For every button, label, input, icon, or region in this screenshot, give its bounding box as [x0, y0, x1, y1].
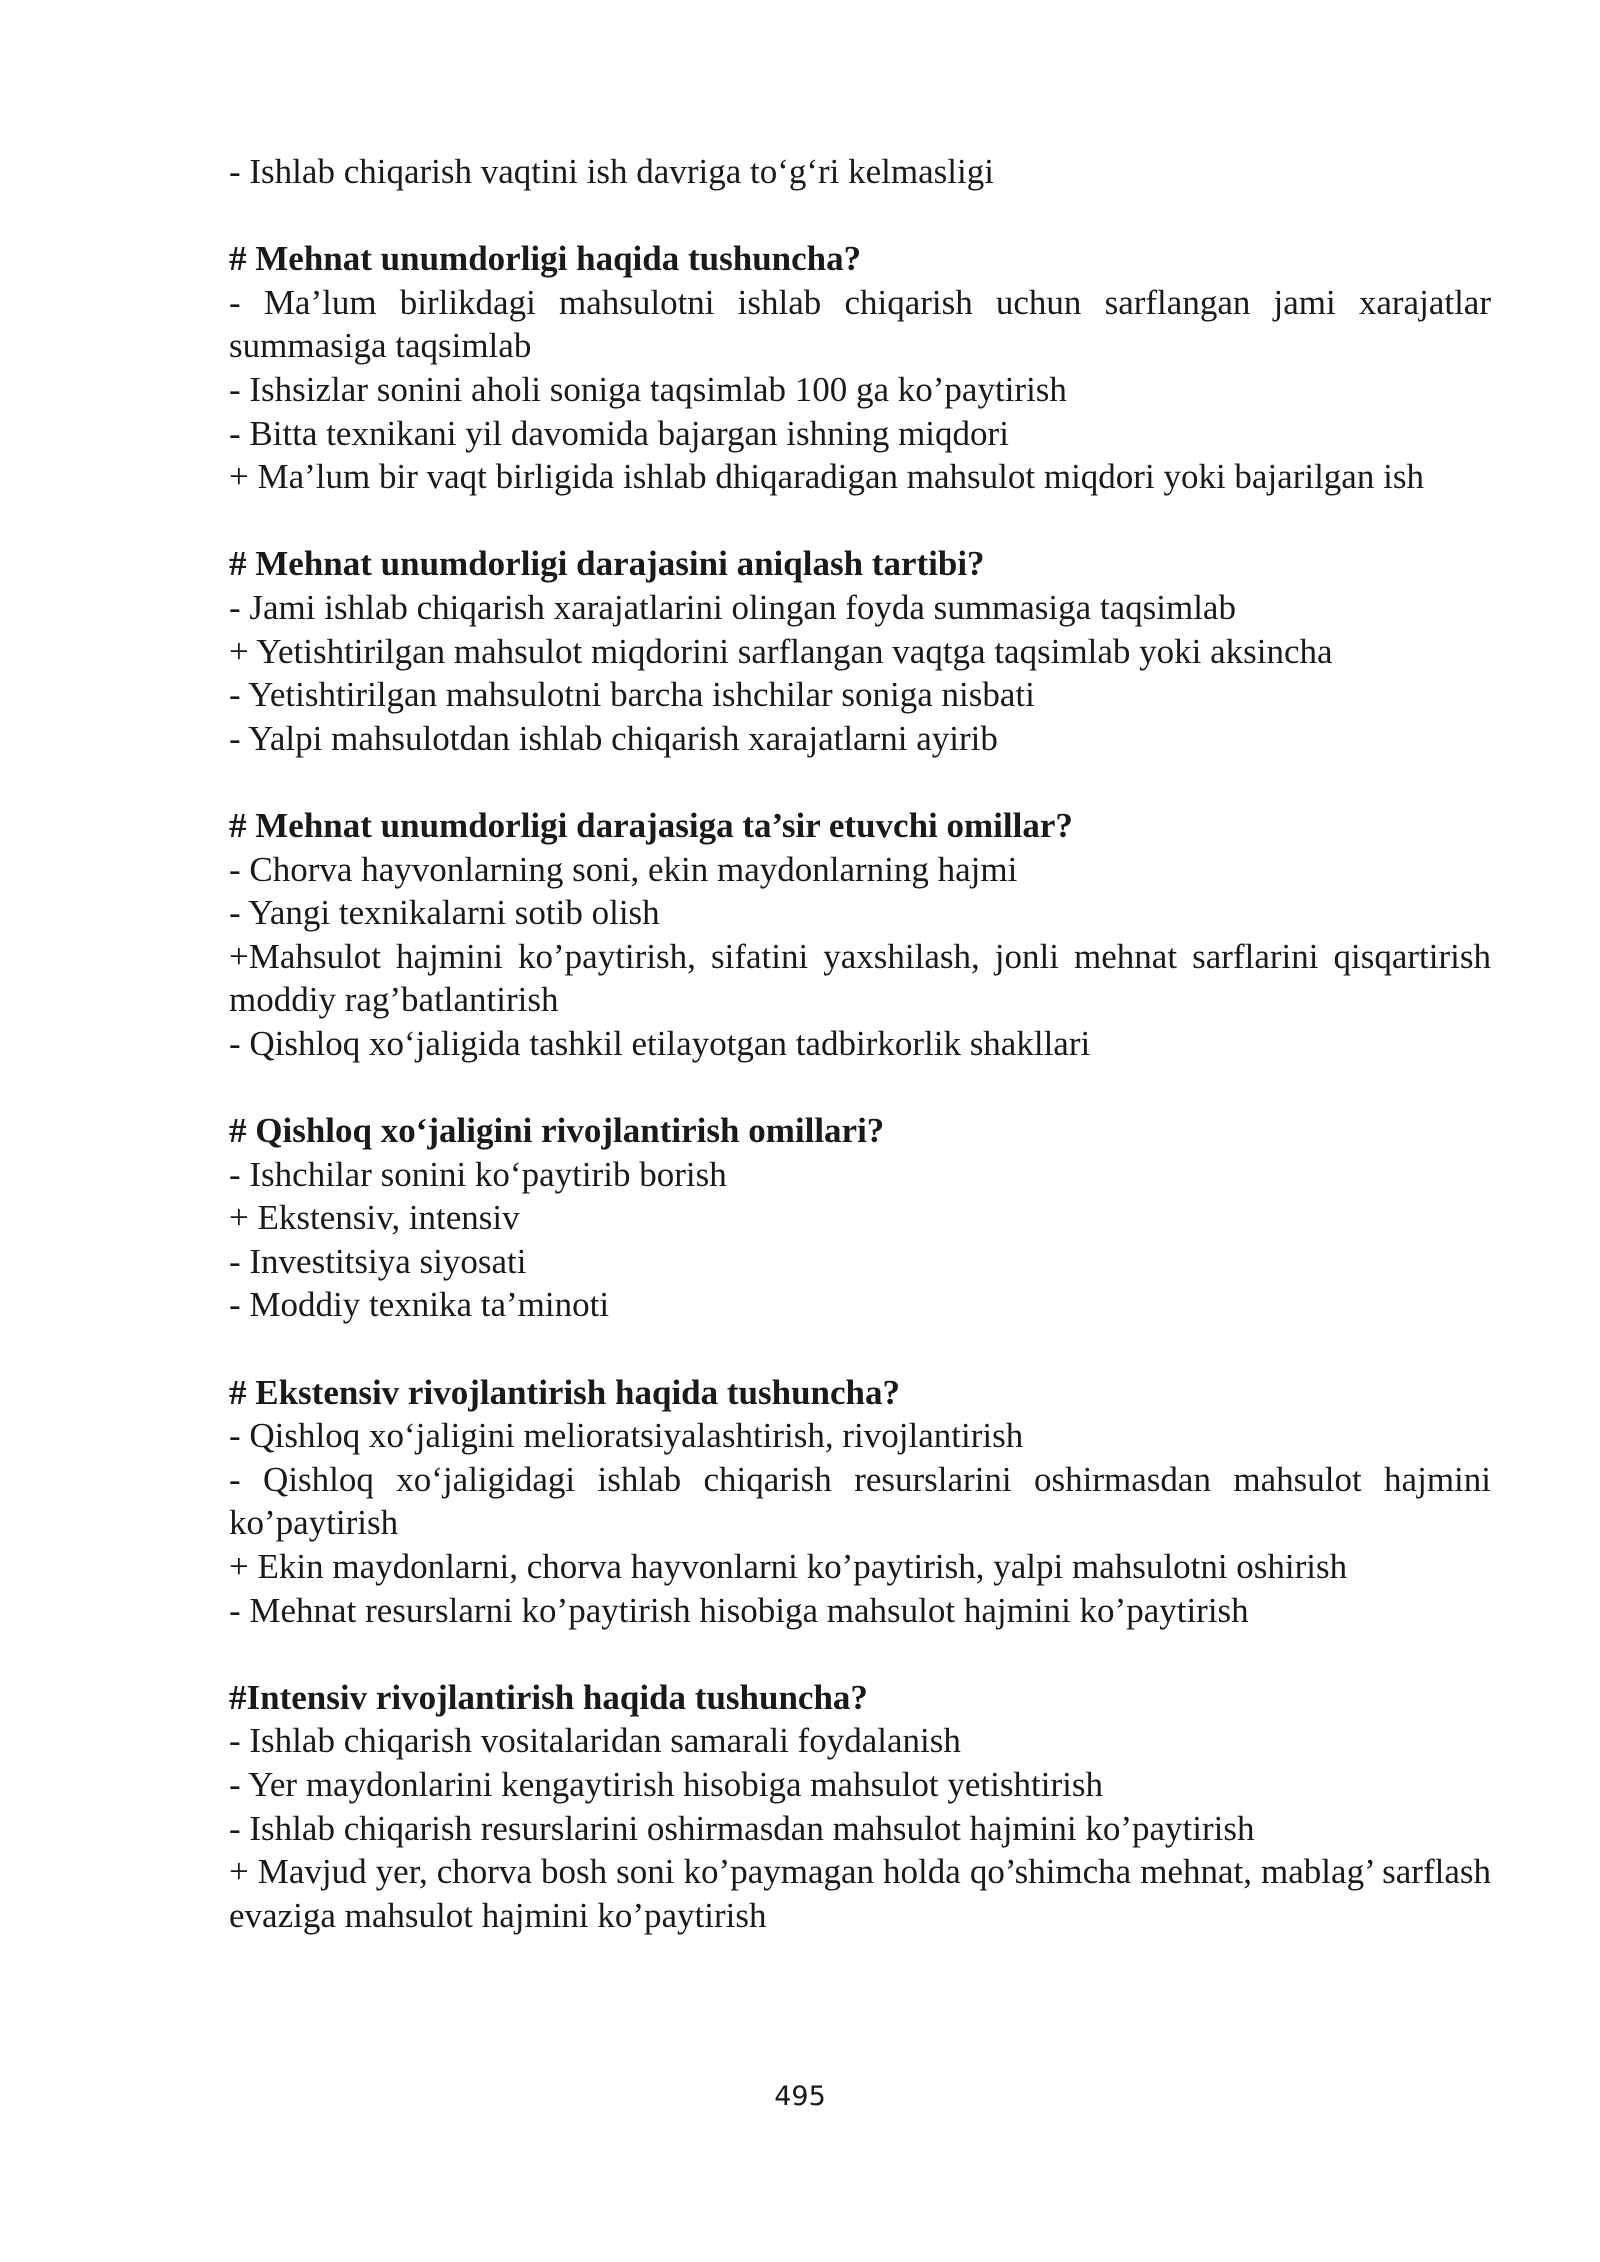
- answer-option: - Yangi texnikalarni sotib olish: [229, 893, 660, 933]
- answer-option: - Qishloq xo‘jaligida tashkil etilayotgan tadbirkorlik shakllari: [229, 1023, 1091, 1063]
- correct-answer-option: +Mahsulot hajmini ko’paytirish, sifatini yaxshilash, jonli mehnat sarflarini qisqartirish moddiy rag’batlantirish: [229, 936, 1491, 1020]
- correct-answer-option: + Ekin maydonlarni, chorva hayvonlarni ko’paytirish, yalpi mahsulotni oshirish: [229, 1547, 1348, 1586]
- answer-option: - Yetishtirilgan mahsulotni barcha ishchilar soniga nisbati: [229, 675, 1035, 715]
- answer-option: - Chorva hayvonlarning soni, ekin maydonlarning hajmi: [229, 849, 1018, 889]
- spacer: [229, 1327, 1491, 1371]
- spacer: [229, 1065, 1491, 1109]
- answer-option: - Ishlab chiqarish vositalaridan samarali foydalanish: [229, 1721, 961, 1761]
- answer-option: - Ishlab chiqarish resurslarini oshirmasdan mahsulot hajmini ko’paytirish: [229, 1808, 1255, 1848]
- spacer: [229, 194, 1491, 238]
- answer-option: - Yalpi mahsulotdan ishlab chiqarish xarajatlarni ayirib: [229, 718, 998, 758]
- question-title: # Mehnat unumdorligi darajasini aniqlash tartibi?: [229, 544, 985, 584]
- question-title: #Intensiv rivojlantirish haqida tushuncha?: [229, 1677, 868, 1717]
- question-title: # Ekstensiv rivojlantirish haqida tushuncha?: [229, 1372, 901, 1412]
- answer-option: - Bitta texnikani yil davomida bajargan ishning miqdori: [229, 413, 1009, 453]
- answer-option: - Qishloq xo‘jaligini melioratsiyalashtirish, rivojlantirish: [229, 1416, 1024, 1456]
- answer-option: - Ishsizlar sonini aholi soniga taqsimlab 100 ga ko’paytirish: [229, 369, 1067, 409]
- question-title: # Mehnat unumdorligi darajasiga ta’sir etuvchi omillar?: [229, 805, 1073, 845]
- question-block-1: [229, 237, 1491, 499]
- answer-option: - Ishchilar sonini ko‘paytirib borish: [229, 1154, 727, 1194]
- question-block-6: [229, 1676, 1491, 1938]
- answer-option: - Qishloq xo‘jaligidagi ishlab chiqarish resurslarini oshirmasdan mahsulot hajmini ko’paytirish: [229, 1459, 1491, 1543]
- correct-answer-option: + Yetishtirilgan mahsulot miqdorini sarflangan vaqtga taqsimlab yoki aksincha: [229, 631, 1333, 671]
- question-title: # Mehnat unumdorligi haqida tushuncha?: [229, 239, 862, 279]
- question-block-4: [229, 1109, 1491, 1327]
- document-page: [229, 150, 1491, 1937]
- question-block-2: [229, 542, 1491, 760]
- correct-answer-option: + Ekstensiv, intensiv: [229, 1198, 520, 1238]
- answer-option: - Ma’lum birlikdagi mahsulotni ishlab chiqarish uchun sarflangan jami xarajatlar summasiga taqsimlab: [229, 282, 1491, 366]
- spacer: [229, 760, 1491, 804]
- answer-option: - Moddiy texnika ta’minoti: [229, 1285, 610, 1325]
- question-title: # Qishloq xo‘jaligini rivojlantirish omillari?: [229, 1111, 885, 1151]
- correct-answer-option: + Ma’lum bir vaqt birligida ishlab dhiqaradigan mahsulot miqdori yoki bajarilgan ish: [229, 457, 1424, 497]
- continued-option: - Ishlab chiqarish vaqtini ish davriga to‘g‘ri kelmasligi: [229, 152, 994, 191]
- question-block-3: [229, 804, 1491, 1066]
- page-number: 495: [774, 2081, 826, 2112]
- spacer: [229, 499, 1491, 543]
- answer-option: - Investitsiya siyosati: [229, 1241, 527, 1281]
- question-block-5: [229, 1371, 1491, 1633]
- answer-option: - Yer maydonlarini kengaytirish hisobiga mahsulot yetishtirish: [229, 1764, 1103, 1804]
- answer-option: - Jami ishlab chiqarish xarajatlarini olingan foyda summasiga taqsimlab: [229, 587, 1236, 627]
- answer-option: - Mehnat resurslarni ko’paytirish hisobiga mahsulot hajmini ko’paytirish: [229, 1590, 1249, 1630]
- spacer: [229, 1632, 1491, 1676]
- correct-answer-option: + Mavjud yer, chorva bosh soni ko’paymagan holda qo’shimcha mehnat, mablag’ sarflash evaziga mahsulot hajmini ko’paytirish: [229, 1852, 1491, 1935]
